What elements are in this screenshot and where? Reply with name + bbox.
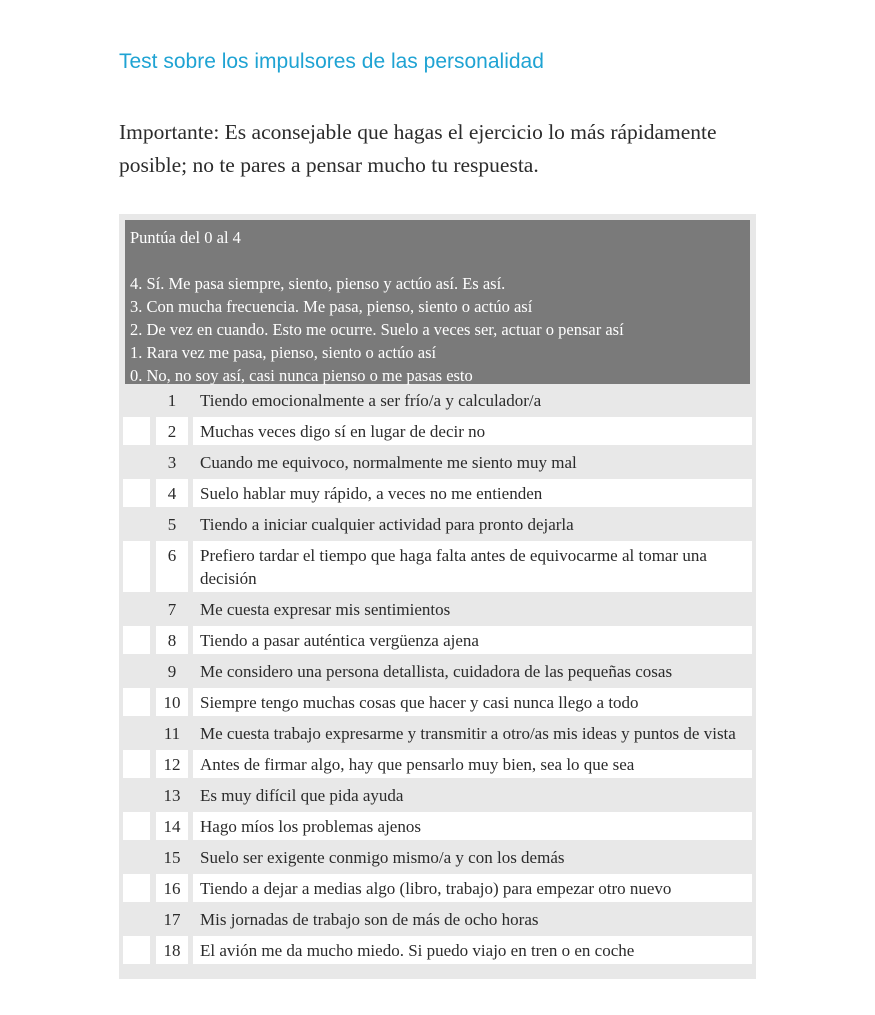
score-input-cell[interactable] [123,719,150,747]
question-row [123,626,752,654]
question-number: 12 [156,750,188,778]
question-row [123,448,752,476]
score-input-cell[interactable] [123,843,150,871]
question-text: Muchas veces digo sí en lugar de decir no [193,417,752,445]
question-number: 15 [156,843,188,871]
question-text: Mis jornadas de trabajo son de más de ocho horas [193,905,752,933]
scale-level: 1. Rara vez me pasa, pienso, siento o actúo así [130,343,437,362]
question-row [123,595,752,623]
question-text: Tiendo emocionalmente a ser frío/a y calculador/a [193,386,752,414]
scale-level: 3. Con mucha frecuencia. Me pasa, pienso, siento o actúo así [130,297,533,316]
score-input-cell[interactable] [123,479,150,507]
question-number: 1 [156,386,188,414]
question-number: 3 [156,448,188,476]
question-number: 9 [156,657,188,685]
question-row [123,874,752,902]
question-row [123,386,752,414]
question-text: Prefiero tardar el tiempo que haga falta antes de equivocarme al tomar una decisión [193,541,752,592]
page-title: Test sobre los impulsores de las personalidad [119,50,544,73]
questionnaire-table [119,214,756,979]
question-row [123,657,752,685]
score-input-cell[interactable] [123,448,150,476]
question-text: Me cuesta trabajo expresarme y transmitir a otro/as mis ideas y puntos de vista [193,719,752,747]
question-row [123,541,752,592]
question-number: 11 [156,719,188,747]
question-number: 10 [156,688,188,716]
question-row [123,905,752,933]
question-number: 13 [156,781,188,809]
question-text: Tiendo a dejar a medias algo (libro, trabajo) para empezar otro nuevo [193,874,752,902]
question-text: Antes de firmar algo, hay que pensarlo muy bien, sea lo que sea [193,750,752,778]
question-number: 2 [156,417,188,445]
question-row [123,417,752,445]
question-text: Es muy difícil que pida ayuda [193,781,752,809]
question-number: 8 [156,626,188,654]
question-row [123,843,752,871]
question-text: El avión me da mucho miedo. Si puedo viajo en tren o en coche [193,936,752,964]
score-input-cell[interactable] [123,417,150,445]
question-row [123,719,752,747]
scoring-scale-box [125,220,750,384]
question-text: Siempre tengo muchas cosas que hacer y casi nunca llego a todo [193,688,752,716]
question-number: 6 [156,541,188,592]
score-input-cell[interactable] [123,781,150,809]
score-input-cell[interactable] [123,936,150,964]
score-input-cell[interactable] [123,657,150,685]
question-row [123,688,752,716]
question-text: Tiendo a iniciar cualquier actividad para pronto dejarla [193,510,752,538]
scale-level: 0. No, no soy así, casi nunca pienso o me pasas esto [130,366,473,385]
question-text: Cuando me equivoco, normalmente me siento muy mal [193,448,752,476]
question-row [123,750,752,778]
question-number: 17 [156,905,188,933]
question-number: 16 [156,874,188,902]
question-text: Me cuesta expresar mis sentimientos [193,595,752,623]
question-text: Suelo ser exigente conmigo mismo/a y con los demás [193,843,752,871]
question-row [123,479,752,507]
question-text: Suelo hablar muy rápido, a veces no me entienden [193,479,752,507]
question-row [123,936,752,964]
score-input-cell[interactable] [123,688,150,716]
intro-paragraph: Importante: Es aconsejable que hagas el ejercicio lo más rápidamente posible; no te pares a pensar mucho tu respuesta. [119,120,717,177]
question-rows [123,386,752,967]
score-input-cell[interactable] [123,626,150,654]
scale-level: 4. Sí. Me pasa siempre, siento, pienso y actúo así. Es así. [130,274,506,293]
score-input-cell[interactable] [123,595,150,623]
question-number: 5 [156,510,188,538]
question-number: 18 [156,936,188,964]
scale-title: Puntúa del 0 al 4 [130,228,241,247]
scale-level: 2. De vez en cuando. Esto me ocurre. Suelo a veces ser, actuar o pensar así [130,320,624,339]
question-row [123,781,752,809]
question-text: Tiendo a pasar auténtica vergüenza ajena [193,626,752,654]
question-number: 14 [156,812,188,840]
score-input-cell[interactable] [123,510,150,538]
question-number: 7 [156,595,188,623]
score-input-cell[interactable] [123,386,150,414]
question-number: 4 [156,479,188,507]
question-text: Me considero una persona detallista, cuidadora de las pequeñas cosas [193,657,752,685]
score-input-cell[interactable] [123,874,150,902]
score-input-cell[interactable] [123,812,150,840]
score-input-cell[interactable] [123,541,150,592]
score-input-cell[interactable] [123,905,150,933]
score-input-cell[interactable] [123,750,150,778]
question-row [123,510,752,538]
question-text: Hago míos los problemas ajenos [193,812,752,840]
question-row [123,812,752,840]
